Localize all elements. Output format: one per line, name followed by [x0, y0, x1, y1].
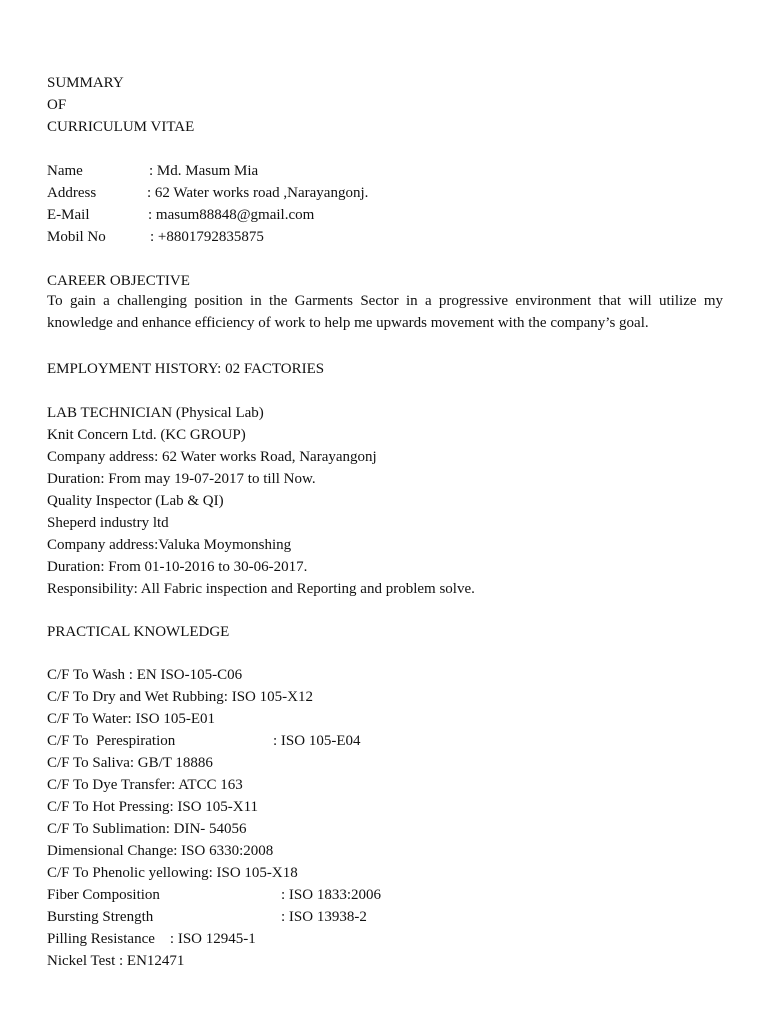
knowledge-item-bursting-label: Bursting Strength — [47, 909, 154, 925]
job2-responsibility: Responsibility: All Fabric inspection and Reporting and problem solve. — [47, 581, 475, 597]
knowledge-item-nickel: Nickel Test : EN12471 — [47, 953, 185, 969]
knowledge-item-dye-transfer: C/F To Dye Transfer: ATCC 163 — [47, 777, 243, 793]
knowledge-item-dimensional: Dimensional Change: ISO 6330:2008 — [47, 843, 274, 859]
knowledge-item-rubbing: C/F To Dry and Wet Rubbing: ISO 105-X12 — [47, 689, 313, 705]
job2-duration: Duration: From 01-10-2016 to 30-06-2017. — [47, 559, 308, 575]
career-objective-text: To gain a challenging position in the Garments Sector in a progressive environment that will utilize my knowledge and enhance efficiency of work to help me upwards movement with the company’s goal. — [47, 293, 723, 331]
name-value: : Md. Masum Mia — [149, 163, 259, 179]
heading-of: OF — [47, 97, 67, 113]
knowledge-item-fiber-label: Fiber Composition — [47, 887, 160, 903]
job2-title: Quality Inspector (Lab & QI) — [47, 493, 224, 509]
employment-history-title: EMPLOYMENT HISTORY: 02 FACTORIES — [47, 361, 325, 377]
knowledge-item-fiber-value: : ISO 1833:2006 — [281, 887, 382, 903]
job1-title: LAB TECHNICIAN (Physical Lab) — [47, 405, 264, 421]
knowledge-item-saliva: C/F To Saliva: GB/T 18886 — [47, 755, 213, 771]
address-value: : 62 Water works road ,Narayangonj. — [147, 185, 369, 201]
email-label: E-Mail — [47, 207, 90, 223]
knowledge-item-water: C/F To Water: ISO 105-E01 — [47, 711, 216, 727]
heading-summary: SUMMARY — [47, 75, 124, 91]
job1-duration: Duration: From may 19-07-2017 to till Now. — [47, 471, 316, 487]
mobile-value: : +8801792835875 — [150, 229, 264, 245]
name-label: Name — [47, 163, 83, 179]
heading-curriculum-vitae: CURRICULUM VITAE — [47, 119, 195, 135]
knowledge-item-bursting-value: : ISO 13938-2 — [281, 909, 367, 925]
career-objective-title: CAREER OBJECTIVE — [47, 273, 190, 289]
job1-company: Knit Concern Ltd. (KC GROUP) — [47, 427, 246, 443]
knowledge-item-sublimation: C/F To Sublimation: DIN- 54056 — [47, 821, 247, 837]
address-label: Address — [47, 185, 97, 201]
knowledge-item-pilling: Pilling Resistance : ISO 12945-1 — [47, 931, 256, 947]
practical-knowledge-title: PRACTICAL KNOWLEDGE — [47, 624, 230, 640]
job1-address: Company address: 62 Water works Road, Narayangonj — [47, 449, 377, 465]
knowledge-item-hot-pressing: C/F To Hot Pressing: ISO 105-X11 — [47, 799, 259, 815]
knowledge-item-phenolic: C/F To Phenolic yellowing: ISO 105-X18 — [47, 865, 298, 881]
job2-company: Sheperd industry ltd — [47, 515, 169, 531]
email-value: : masum88848@gmail.com — [148, 207, 315, 223]
knowledge-item-perspiration-label: C/F To Perespiration — [47, 733, 176, 749]
knowledge-item-perspiration-value: : ISO 105-E04 — [273, 733, 361, 749]
knowledge-item-wash: C/F To Wash : EN ISO-105-C06 — [47, 667, 243, 683]
mobile-label: Mobil No — [47, 229, 106, 245]
job2-address: Company address:Valuka Moymonshing — [47, 537, 292, 553]
